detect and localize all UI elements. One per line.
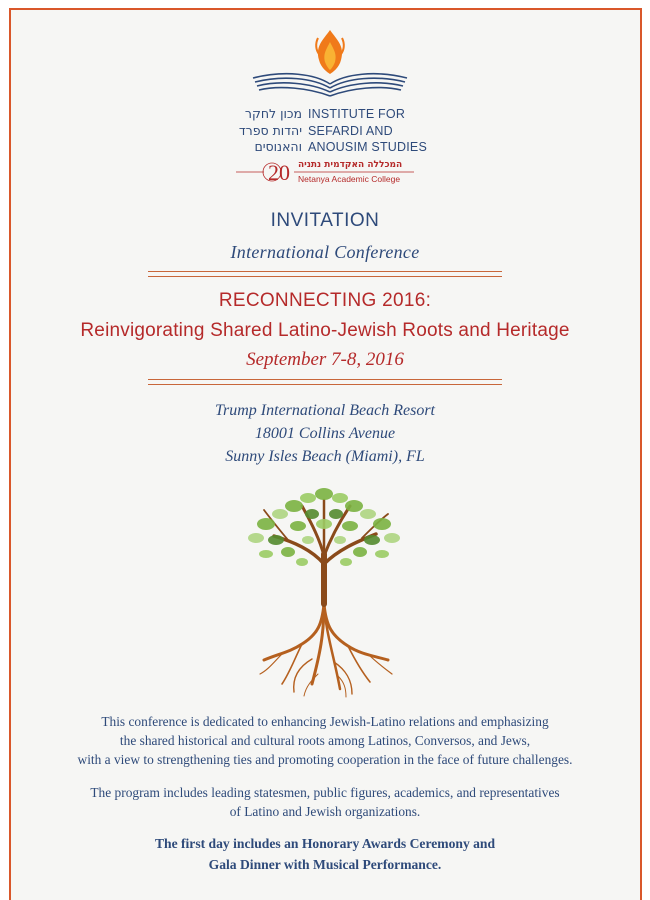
event-subtitle: Reinvigorating Shared Latino-Jewish Roots and Heritage: [80, 320, 570, 341]
conference-type: International Conference: [230, 242, 420, 262]
venue-city: Sunny Isles Beach (Miami), FL: [225, 448, 425, 465]
svg-text:20: 20: [268, 160, 290, 185]
hebrew-line-2: יהדות ספרד: [238, 122, 302, 138]
event-date: September 7-8, 2016: [246, 349, 404, 370]
hebrew-line-3: והאנוסים: [254, 139, 302, 154]
institute-logo: [245, 22, 415, 102]
intro-line-3: with a view to strengthening ties and promoting cooperation in the face of future challenges.: [77, 752, 573, 767]
first-day-paragraph: [0, 833, 650, 875]
hebrew-line-1: מכון לחקר: [244, 106, 302, 121]
intro-paragraph: [0, 712, 650, 769]
venue-name: Trump International Beach Resort: [215, 402, 435, 419]
english-line-2: SEFARDI AND: [308, 123, 393, 138]
program-paragraph: [0, 783, 650, 821]
english-line-1: INSTITUTE FOR: [308, 107, 406, 121]
tree-icon: [242, 484, 407, 699]
book-icon: [253, 74, 407, 96]
bottom-divider: [148, 379, 502, 385]
first-day-line-1: The first day includes an Honorary Awards Ceremony and: [154, 836, 496, 851]
venue-street: 18001 Collins Avenue: [254, 425, 396, 442]
intro-line-1: This conference is dedicated to enhancing Jewish-Latino relations and emphasizing: [101, 714, 549, 729]
college-name-english: Netanya Academic College: [298, 174, 401, 184]
intro-line-2: the shared historical and cultural roots among Latinos, Conversos, and Jews,: [119, 733, 531, 748]
first-day-line-2: Gala Dinner with Musical Performance.: [208, 857, 442, 872]
event-title: RECONNECTING 2016:: [218, 290, 432, 311]
english-line-3: ANOUSIM STUDIES: [308, 140, 427, 154]
top-divider: [148, 271, 502, 277]
program-line-1: The program includes leading statesmen, public figures, academics, and representatives: [90, 785, 560, 800]
invitation-heading: INVITATION: [270, 210, 380, 231]
venue-address: [0, 399, 650, 468]
roots: [260, 604, 392, 697]
program-line-2: of Latino and Jewish organizations.: [229, 804, 421, 819]
college-name-hebrew: המכללה האקדמית נתניה: [298, 160, 403, 170]
institute-name-english: [308, 106, 427, 156]
institute-name-hebrew: [220, 106, 302, 156]
